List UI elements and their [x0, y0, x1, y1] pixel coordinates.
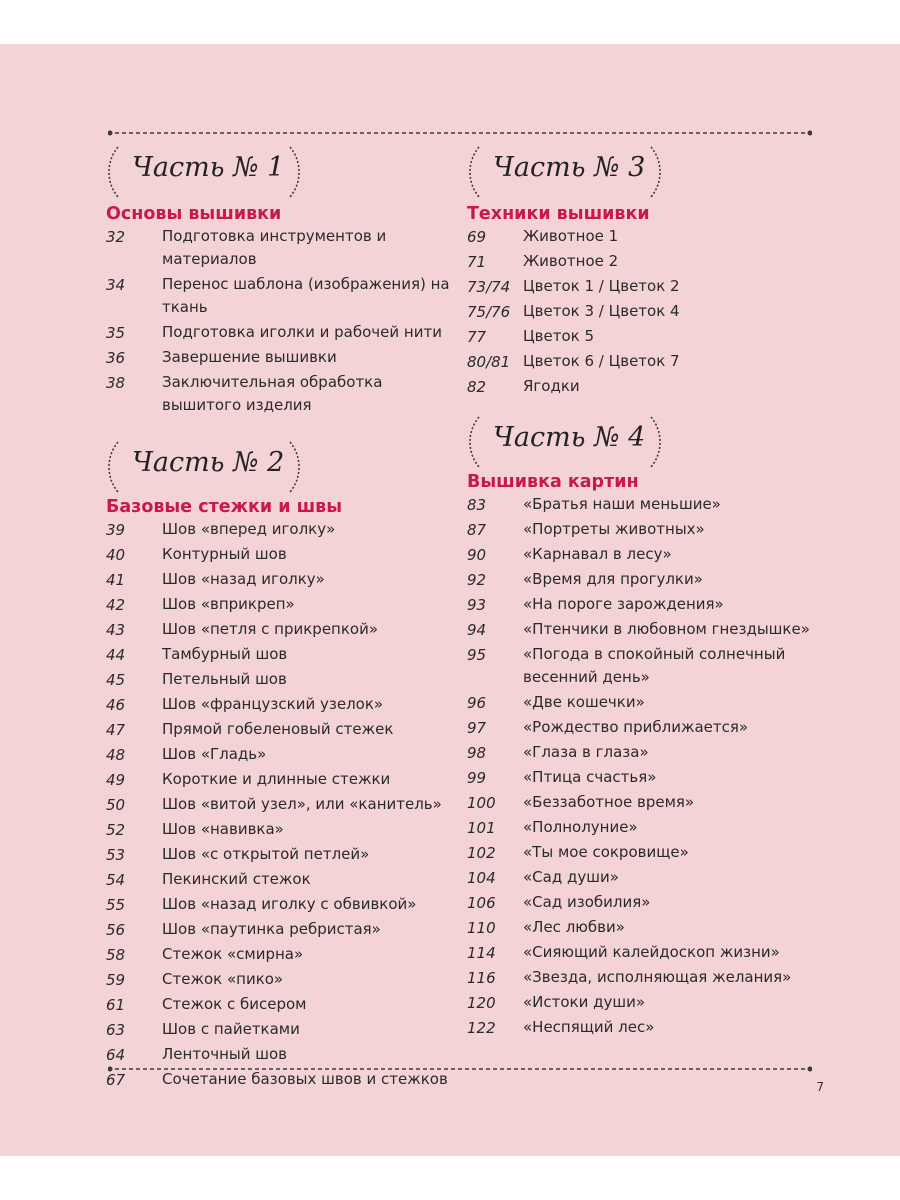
entry-title: Подготовка иголки и рабочей нити — [162, 323, 442, 341]
toc-entry[interactable] — [106, 323, 466, 344]
entry-title: Пекинский стежок — [162, 870, 311, 888]
entry-title: Животное 1 — [523, 227, 619, 245]
part-2-entries — [106, 520, 466, 1091]
entry-page: 45 — [106, 671, 126, 689]
right-brace-icon — [286, 144, 302, 200]
entry-page: 80/81 — [467, 353, 511, 371]
entry-title: Шов «вприкреп» — [162, 595, 295, 613]
entry-title: «Две кошечки» — [523, 693, 645, 711]
toc-entry[interactable] — [467, 277, 827, 298]
entry-page: 50 — [106, 796, 126, 814]
toc-entry[interactable] — [106, 970, 466, 991]
toc-entry[interactable] — [467, 843, 827, 864]
part-2-heading — [106, 439, 326, 495]
entry-page: 69 — [467, 228, 487, 246]
entry-title: «Глаза в глаза» — [523, 743, 649, 761]
entry-page: 114 — [467, 944, 496, 962]
entry-page: 102 — [467, 844, 496, 862]
right-brace-icon — [647, 414, 663, 470]
part-1-label: Часть № 1 — [132, 152, 285, 183]
toc-entry[interactable] — [106, 275, 466, 319]
entry-title: «Портреты животных» — [523, 520, 705, 538]
left-brace-icon — [467, 144, 483, 200]
entry-title: Шов «витой узел», или «канитель» — [162, 795, 442, 813]
entry-title: Шов «французский узелок» — [162, 695, 384, 713]
toc-entry[interactable] — [467, 377, 827, 398]
toc-entry[interactable] — [467, 520, 827, 541]
toc-entry[interactable] — [467, 893, 827, 914]
toc-entry[interactable] — [467, 868, 827, 889]
toc-entry[interactable] — [106, 795, 466, 816]
toc-entry[interactable] — [106, 995, 466, 1016]
entry-page: 95 — [467, 646, 487, 664]
toc-entry[interactable] — [106, 920, 466, 941]
entry-title: «Неспящий лес» — [523, 1018, 655, 1036]
toc-entry[interactable] — [467, 793, 827, 814]
entry-page: 35 — [106, 324, 126, 342]
entry-page: 43 — [106, 621, 126, 639]
toc-entry[interactable] — [106, 745, 466, 766]
entry-title: «На пороге зарождения» — [523, 595, 724, 613]
entry-page: 73/74 — [467, 278, 511, 296]
entry-page: 41 — [106, 571, 126, 589]
part-3-entries — [467, 227, 827, 398]
entry-page: 75/76 — [467, 303, 511, 321]
entry-page: 61 — [106, 996, 126, 1014]
entry-page: 82 — [467, 378, 487, 396]
part-3-title: Техники вышивки — [467, 204, 650, 224]
entry-page: 48 — [106, 746, 126, 764]
toc-entry[interactable] — [467, 620, 827, 641]
entry-title: Короткие и длинные стежки — [162, 770, 391, 788]
entry-title: Перенос шаблона (изображения) на ткань — [162, 275, 450, 316]
entry-page: 122 — [467, 1019, 496, 1037]
toc-entry[interactable] — [467, 327, 827, 348]
toc-entry[interactable] — [106, 945, 466, 966]
entry-title: «Братья наши меньшие» — [523, 495, 721, 513]
toc-entry[interactable] — [467, 768, 827, 789]
toc-entry[interactable] — [106, 1045, 466, 1066]
toc-entry[interactable] — [467, 718, 827, 739]
top-ornament-divider — [108, 128, 812, 138]
entry-title: Цветок 1 / Цветок 2 — [523, 277, 680, 295]
entry-title: Шов «с открытой петлей» — [162, 845, 370, 863]
entry-title: Контурный шов — [162, 545, 287, 563]
entry-page: 116 — [467, 969, 496, 987]
part-3-label: Часть № 3 — [493, 152, 646, 183]
toc-entry[interactable] — [106, 820, 466, 841]
part-1-heading — [106, 144, 326, 200]
entry-title: Шов «Гладь» — [162, 745, 267, 763]
toc-entry[interactable] — [467, 570, 827, 591]
left-brace-icon — [106, 439, 122, 495]
toc-entry[interactable] — [106, 1020, 466, 1041]
part-1-title: Основы вышивки — [106, 204, 282, 224]
entry-page: 67 — [106, 1071, 126, 1089]
entry-title: «Беззаботное время» — [523, 793, 695, 811]
toc-entry[interactable] — [467, 743, 827, 764]
toc-entry[interactable] — [106, 670, 466, 691]
part-3-heading — [467, 144, 687, 200]
part-4-label: Часть № 4 — [493, 422, 646, 453]
entry-page: 44 — [106, 646, 126, 664]
entry-title: «Погода в спокойный солнечный весенний день» — [523, 645, 786, 686]
entry-title: «Карнавал в лесу» — [523, 545, 672, 563]
entry-page: 46 — [106, 696, 126, 714]
entry-page: 99 — [467, 769, 487, 787]
entry-title: «Птенчики в любовном гнездышке» — [523, 620, 810, 638]
toc-entry[interactable] — [467, 252, 827, 273]
right-brace-icon — [647, 144, 663, 200]
entry-title: «Сияющий калейдоскоп жизни» — [523, 943, 780, 961]
entry-page: 63 — [106, 1021, 126, 1039]
toc-entry[interactable] — [467, 352, 827, 373]
entry-title: Цветок 3 / Цветок 4 — [523, 302, 680, 320]
entry-page: 42 — [106, 596, 126, 614]
toc-entry[interactable] — [106, 348, 466, 369]
entry-page: 56 — [106, 921, 126, 939]
toc-entry[interactable] — [106, 520, 466, 541]
toc-entry[interactable] — [467, 943, 827, 964]
entry-title: «Птица счастья» — [523, 768, 657, 786]
entry-page: 87 — [467, 521, 487, 539]
entry-title: Шов «назад иголку» — [162, 570, 325, 588]
toc-entry[interactable] — [106, 645, 466, 666]
part-4-heading — [467, 414, 687, 470]
entry-page: 55 — [106, 896, 126, 914]
toc-entry[interactable] — [467, 595, 827, 616]
toc-entry[interactable] — [106, 620, 466, 641]
entry-page: 83 — [467, 496, 487, 514]
entry-title: «Звезда, исполняющая желания» — [523, 968, 792, 986]
entry-page: 53 — [106, 846, 126, 864]
toc-entry[interactable] — [106, 895, 466, 916]
entry-page: 120 — [467, 994, 496, 1012]
entry-page: 90 — [467, 546, 487, 564]
entry-title: «Время для прогулки» — [523, 570, 703, 588]
entry-page: 96 — [467, 694, 487, 712]
entry-page: 92 — [467, 571, 487, 589]
toc-entry[interactable] — [467, 1018, 827, 1039]
entry-title: «Рождество приближается» — [523, 718, 749, 736]
toc-entry[interactable] — [467, 993, 827, 1014]
entry-page: 58 — [106, 946, 126, 964]
toc-entry[interactable] — [106, 695, 466, 716]
left-column — [106, 144, 466, 1095]
entry-title: «Лес любви» — [523, 918, 625, 936]
entry-page: 36 — [106, 349, 126, 367]
toc-entry[interactable] — [467, 302, 827, 323]
entry-title: Шов «петля с прикрепкой» — [162, 620, 379, 638]
entry-page: 38 — [106, 374, 126, 392]
entry-page: 93 — [467, 596, 487, 614]
entry-title: Прямой гобеленовый стежек — [162, 720, 394, 738]
toc-entry[interactable] — [467, 693, 827, 714]
entry-title: «Истоки души» — [523, 993, 646, 1011]
toc-entry[interactable] — [106, 720, 466, 741]
part-4-entries — [467, 495, 827, 1039]
toc-entry[interactable] — [106, 870, 466, 891]
entry-page: 101 — [467, 819, 496, 837]
entry-page: 39 — [106, 521, 126, 539]
toc-entry[interactable] — [106, 595, 466, 616]
entry-page: 71 — [467, 253, 487, 271]
toc-entry[interactable] — [467, 645, 827, 689]
entry-page: 110 — [467, 919, 496, 937]
entry-page: 77 — [467, 328, 487, 346]
entry-title: Сочетание базовых швов и стежков — [162, 1070, 448, 1088]
entry-title: Животное 2 — [523, 252, 619, 270]
toc-entry[interactable] — [106, 770, 466, 791]
entry-page: 106 — [467, 894, 496, 912]
toc-entry[interactable] — [106, 845, 466, 866]
entry-title: Заключительная обработка вышитого изделия — [162, 373, 383, 414]
entry-title: Завершение вышивки — [162, 348, 337, 366]
toc-entry[interactable] — [106, 227, 466, 271]
entry-title: Подготовка инструментов и материалов — [162, 227, 387, 268]
entry-page: 40 — [106, 546, 126, 564]
toc-entry[interactable] — [467, 495, 827, 516]
entry-title: Петельный шов — [162, 670, 287, 688]
toc-entry[interactable] — [467, 818, 827, 839]
left-brace-icon — [467, 414, 483, 470]
entry-page: 97 — [467, 719, 487, 737]
entry-page: 104 — [467, 869, 496, 887]
entry-page: 59 — [106, 971, 126, 989]
entry-title: Стежок с бисером — [162, 995, 307, 1013]
part-2-label: Часть № 2 — [132, 447, 285, 478]
entry-title: «Ты мое сокровище» — [523, 843, 689, 861]
entry-title: «Полнолуние» — [523, 818, 638, 836]
entry-page: 64 — [106, 1046, 126, 1064]
entry-page: 52 — [106, 821, 126, 839]
entry-title: Стежок «смирна» — [162, 945, 304, 963]
entry-page: 32 — [106, 228, 126, 246]
entry-title: Ленточный шов — [162, 1045, 288, 1063]
entry-page: 34 — [106, 276, 126, 294]
right-brace-icon — [286, 439, 302, 495]
entry-title: Цветок 6 / Цветок 7 — [523, 352, 680, 370]
bottom-ornament-divider — [108, 1064, 812, 1074]
entry-title: Шов «навивка» — [162, 820, 284, 838]
entry-title: Стежок «пико» — [162, 970, 284, 988]
right-column — [467, 144, 827, 1043]
entry-page: 49 — [106, 771, 126, 789]
entry-title: Шов «паутинка ребристая» — [162, 920, 381, 938]
entry-title: Тамбурный шов — [162, 645, 288, 663]
entry-title: «Сад изобилия» — [523, 893, 651, 911]
left-brace-icon — [106, 144, 122, 200]
toc-entry[interactable] — [467, 968, 827, 989]
entry-page: 54 — [106, 871, 126, 889]
entry-title: «Сад души» — [523, 868, 619, 886]
toc-entry[interactable] — [467, 918, 827, 939]
part-2-title: Базовые стежки и швы — [106, 497, 343, 517]
toc-entry[interactable] — [106, 545, 466, 566]
entry-title: Шов с пайетками — [162, 1020, 300, 1038]
toc-entry[interactable] — [467, 227, 827, 248]
toc-entry[interactable] — [106, 373, 466, 417]
entry-title: Цветок 5 — [523, 327, 595, 345]
entry-title: Шов «назад иголку с обвивкой» — [162, 895, 417, 913]
entry-page: 47 — [106, 721, 126, 739]
toc-entry[interactable] — [106, 570, 466, 591]
toc-entry[interactable] — [467, 545, 827, 566]
entry-title: Ягодки — [523, 377, 580, 395]
entry-page: 100 — [467, 794, 496, 812]
entry-title: Шов «вперед иголку» — [162, 520, 336, 538]
part-1-entries — [106, 227, 466, 417]
page-number: 7 — [816, 1080, 824, 1094]
entry-page: 98 — [467, 744, 487, 762]
toc-page — [0, 44, 900, 1156]
part-4-title: Вышивка картин — [467, 472, 639, 492]
entry-page: 94 — [467, 621, 487, 639]
